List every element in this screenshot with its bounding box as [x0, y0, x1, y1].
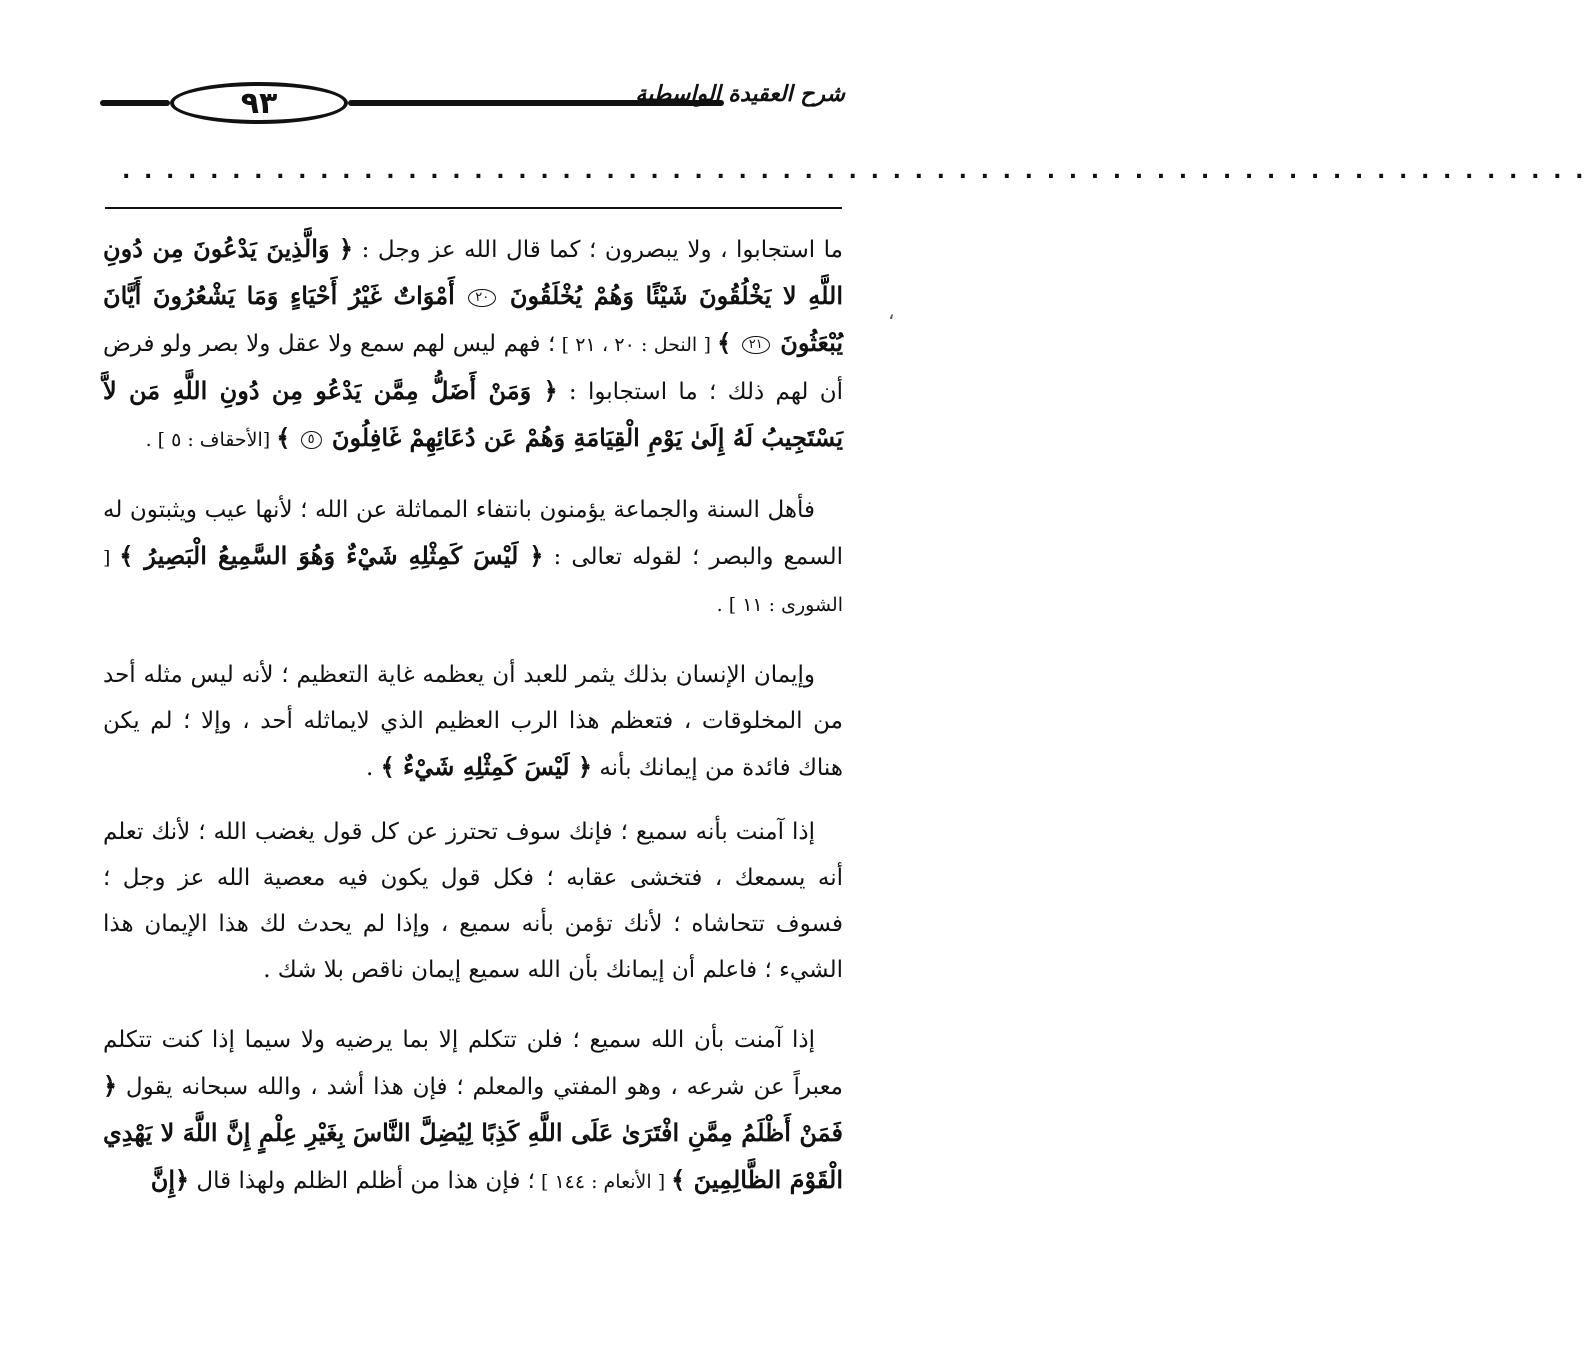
- page-header: [100, 78, 845, 128]
- text: وإيمان الإنسان بذلك يثمر للعبد أن يعظمه غاية التعظيم ؛ لأنه ليس مثله أحد من المخلوقات ، فتعظم هذا الرب العظيم الذي لايماثله أحد ، وإلا ؛ لم يكن هناك فائدة من إيمانك بأنه: [103, 662, 843, 781]
- text: إذا آمنت بأنه سميع ؛ فإنك سوف تحترز عن كل قول يغضب الله ؛ لأنك تعلم أنه يسمعك ، فتخشى عقابه ؛ فكل قول يكون فيه معصية الله عز وجل ؛ فسوف تتحاشاه ؛ لأنك تؤمن بأنه سميع ، وإذا لم يحدث لك هذا الإيمان هذا الشيء ؛ فاعلم أن إيمانك بأن الله سميع إيمان ناقص بلا شك .: [103, 819, 843, 983]
- text: ؛ فهم ليس لهم سمع ولا عقل ولا بصر ولو فرض أن لهم ذلك ؛ ما استجابوا :: [103, 331, 844, 405]
- quran-quote: ﴿إِنَّ: [150, 1165, 190, 1194]
- quran-quote: أَمْوَاتٌ غَيْرُ أَحْيَاءٍ وَمَا يَشْعُرُونَ أَيَّانَ يُبْعَثُونَ: [103, 281, 844, 357]
- quran-quote: ﴿ وَمَنْ أَضَلُّ مِمَّن يَدْعُو مِن دُونِ اللَّهِ مَن لاَّ يَسْتَجِيبُ لَهُ إِلَىٰ يَوْمِ الْقِيَامَةِ وَهُمْ عَن دُعَائِهِمْ غَافِلُونَ: [103, 376, 843, 452]
- verse-number-marker: ٢٠: [468, 289, 496, 307]
- footnote-rule: [105, 207, 842, 209]
- quran-quote: ﴿ لَيْسَ كَمِثْلِهِ شَيْءٌ وَهُوَ السَّمِيعُ الْبَصِيرُ ﴾: [119, 541, 544, 570]
- verse-number-marker: ٢١: [742, 336, 770, 354]
- text: ما استجابوا ، ولا يبصرون ؛ كما قال الله عز وجل :: [353, 237, 844, 263]
- text: .: [365, 755, 381, 781]
- citation: [ الأنعام : ١٤٤ ]: [534, 1171, 672, 1193]
- text: ؛ فإن هذا من أظلم الظلم ولهذا قال: [189, 1168, 535, 1194]
- verse-number-marker: ٥: [301, 431, 322, 449]
- quran-bracket: ﴾: [717, 328, 732, 357]
- citation: [ النحل : ٢٠ ، ٢١ ]: [555, 334, 718, 356]
- paragraph-2: [103, 487, 843, 628]
- paragraph-1: [103, 226, 843, 463]
- citation: [ الشورى : ١١ ] .: [103, 547, 843, 616]
- page-body: [103, 226, 843, 1229]
- paragraph-3: [103, 652, 843, 791]
- book-title: شرح العقيدة الواسطية: [635, 82, 845, 107]
- header-rule-left: [100, 100, 170, 106]
- quran-quote: ﴿ فَمَنْ أَظْلَمُ مِمَّنِ افْتَرَىٰ عَلَى اللَّهِ كَذِبًا لِيُضِلَّ النَّاسَ بِغَيْرِ عِلْمٍ إِنَّ اللَّهَ لا يَهْدِي الْقَوْمَ الظَّالِمِينَ ﴾: [103, 1071, 843, 1194]
- quran-quote: ﴿ لَيْسَ كَمِثْلِهِ شَيْءٌ ﴾: [380, 752, 593, 781]
- quran-quote: ﴿ وَالَّذِينَ يَدْعُونَ مِن دُونِ اللَّهِ لا يَخْلُقُونَ شَيْئًا وَهُمْ يُخْلَقُونَ: [103, 234, 843, 310]
- margin-mark: ،: [888, 300, 895, 324]
- text: إذا آمنت بأن الله سميع ؛ فلن تتكلم إلا بما يرضيه ولا سيما إذا كنت تتكلم معبراً عن شرعه ، وهو المفتي والمعلم ؛ فإن هذا أشد ، والله سبحانه يقول: [103, 1027, 843, 1100]
- dotted-separator: . . . . . . . . . . . . . . . . . . . . . . . . . . . . . . . . . . . . . . . . . . . . . . . . . . . . . . . . . . . . . . . . . . .: [122, 159, 1586, 184]
- page-number: ٩٣: [170, 82, 348, 124]
- paragraph-4: [103, 809, 843, 993]
- paragraph-5: [103, 1017, 843, 1205]
- citation: [الأحقاف : ٥ ] .: [145, 429, 277, 451]
- quran-bracket: ﴾: [276, 423, 291, 452]
- text: فأهل السنة والجماعة يؤمنون بانتفاء المماثلة عن الله ؛ لأنها عيب ويثبتون له السمع والبصر ؛ لقوله تعالى :: [103, 497, 844, 570]
